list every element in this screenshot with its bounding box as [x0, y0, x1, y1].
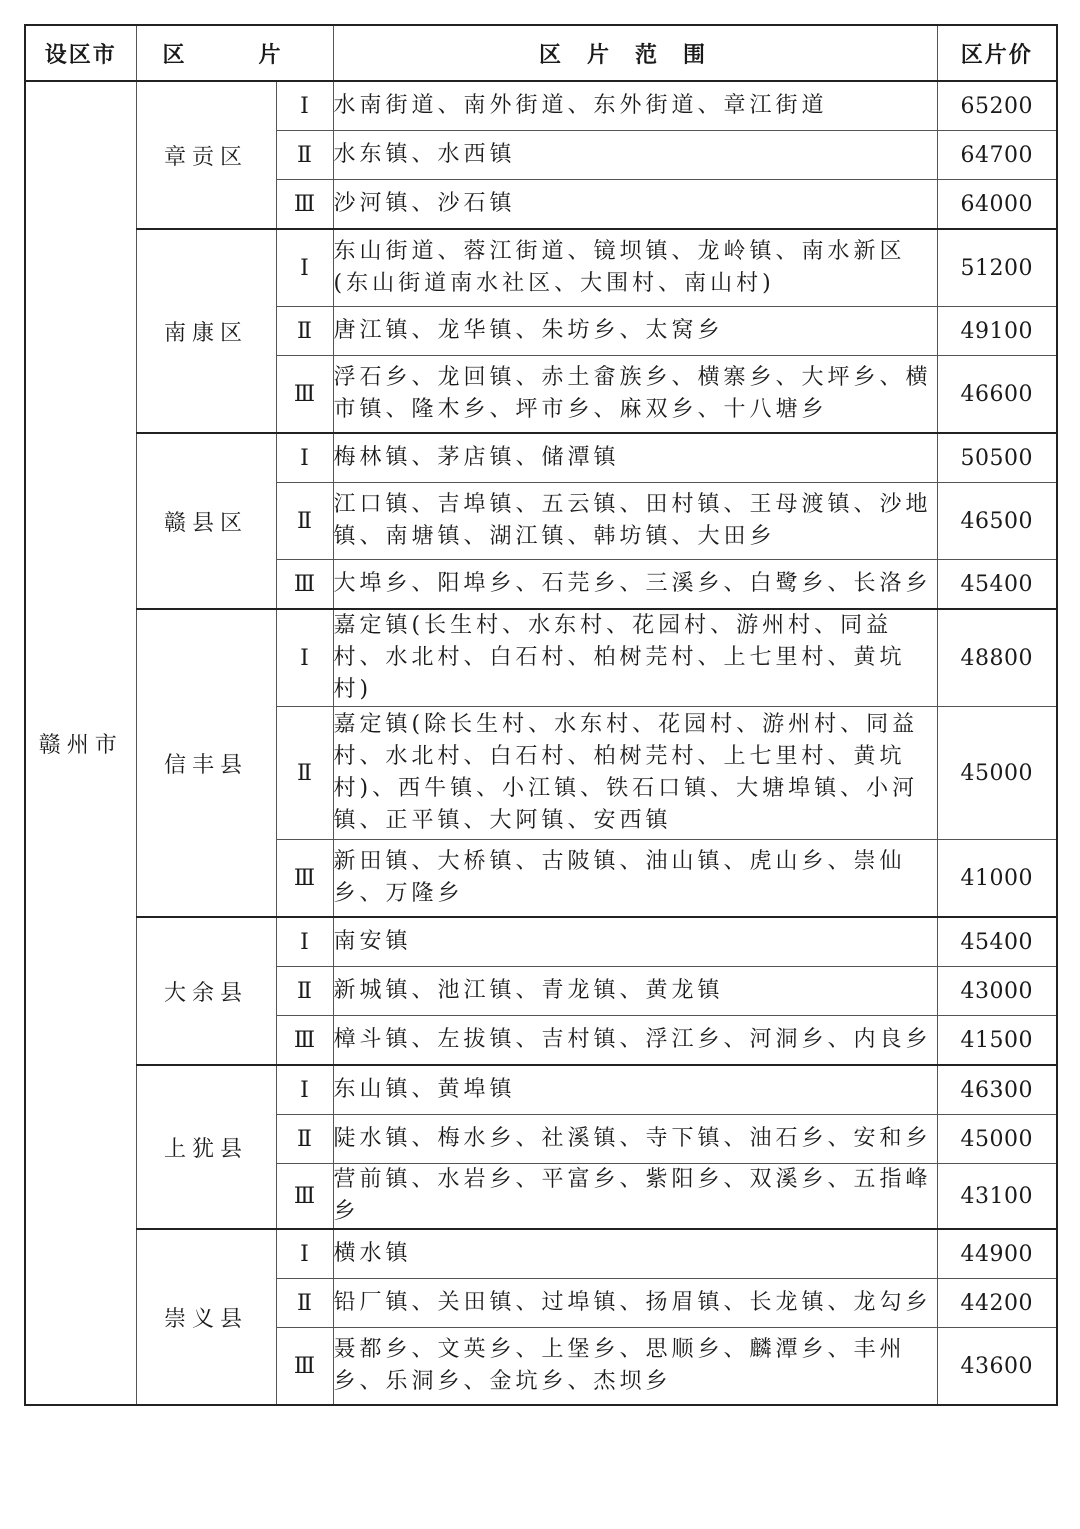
range-cell: 梅林镇、茅店镇、储潭镇	[333, 433, 937, 483]
tier-cell: Ⅰ	[276, 609, 333, 707]
tier-cell: Ⅰ	[276, 1229, 333, 1279]
price-cell: 41000	[937, 840, 1057, 918]
header-city: 设区市	[25, 25, 136, 81]
range-cell: 水南街道、南外街道、东外街道、章江街道	[333, 81, 937, 131]
table-row	[25, 81, 1057, 131]
district-cell: 南康区	[136, 229, 276, 433]
tier-cell: Ⅲ	[276, 1164, 333, 1230]
district-cell: 章贡区	[136, 81, 276, 229]
tier-cell: Ⅱ	[276, 307, 333, 356]
tier-cell: Ⅱ	[276, 707, 333, 840]
range-cell: 新城镇、池江镇、青龙镇、黄龙镇	[333, 967, 937, 1016]
range-cell: 新田镇、大桥镇、古陂镇、油山镇、虎山乡、崇仙乡、万隆乡	[333, 840, 937, 918]
range-cell: 嘉定镇(除长生村、水东村、花园村、游州村、同益村、水北村、白石村、柏树芫村、上七里村、黄坑村)、西牛镇、小江镇、铁石口镇、大塘埠镇、小河镇、正平镇、大阿镇、安西镇	[333, 707, 937, 840]
range-cell: 南安镇	[333, 917, 937, 967]
table-row	[25, 917, 1057, 967]
range-cell: 营前镇、水岩乡、平富乡、紫阳乡、双溪乡、五指峰乡	[333, 1164, 937, 1230]
tier-cell: Ⅱ	[276, 1115, 333, 1164]
district-cell: 崇义县	[136, 1229, 276, 1405]
price-cell: 41500	[937, 1016, 1057, 1066]
tier-cell: Ⅲ	[276, 1328, 333, 1406]
header-row	[25, 25, 1057, 81]
price-cell: 43000	[937, 967, 1057, 1016]
land-price-table	[24, 24, 1058, 1406]
price-cell: 65200	[937, 81, 1057, 131]
price-cell: 46300	[937, 1065, 1057, 1115]
range-cell: 嘉定镇(长生村、水东村、花园村、游州村、同益村、水北村、白石村、柏树芫村、上七里村、黄坑村)	[333, 609, 937, 707]
range-cell: 横水镇	[333, 1229, 937, 1279]
header-price: 区片价	[937, 25, 1057, 81]
tier-cell: Ⅱ	[276, 1279, 333, 1328]
table-row	[25, 433, 1057, 483]
tier-cell: Ⅲ	[276, 840, 333, 918]
range-cell: 聂都乡、文英乡、上堡乡、思顺乡、麟潭乡、丰州乡、乐洞乡、金坑乡、杰坝乡	[333, 1328, 937, 1406]
tier-cell: Ⅰ	[276, 433, 333, 483]
price-cell: 43100	[937, 1164, 1057, 1230]
tier-cell: Ⅲ	[276, 560, 333, 610]
price-cell: 46500	[937, 483, 1057, 560]
table-row	[25, 1229, 1057, 1279]
tier-cell: Ⅰ	[276, 81, 333, 131]
price-cell: 43600	[937, 1328, 1057, 1406]
range-cell: 樟斗镇、左拔镇、吉村镇、浮江乡、河洞乡、内良乡	[333, 1016, 937, 1066]
price-cell: 48800	[937, 609, 1057, 707]
range-cell: 东山街道、蓉江街道、镜坝镇、龙岭镇、南水新区(东山街道南水社区、大围村、南山村)	[333, 229, 937, 307]
tier-cell: Ⅱ	[276, 967, 333, 1016]
tier-cell: Ⅰ	[276, 1065, 333, 1115]
tier-cell: Ⅲ	[276, 356, 333, 434]
range-cell: 唐江镇、龙华镇、朱坊乡、太窝乡	[333, 307, 937, 356]
city-cell: 赣州市	[25, 81, 136, 1405]
header-range: 区片范围	[333, 25, 937, 81]
price-cell: 50500	[937, 433, 1057, 483]
table-row	[25, 1065, 1057, 1115]
price-cell: 45400	[937, 560, 1057, 610]
range-cell: 水东镇、水西镇	[333, 131, 937, 180]
range-cell: 铅厂镇、关田镇、过埠镇、扬眉镇、长龙镇、龙勾乡	[333, 1279, 937, 1328]
tier-cell: Ⅲ	[276, 180, 333, 230]
price-cell: 45400	[937, 917, 1057, 967]
tier-cell: Ⅰ	[276, 917, 333, 967]
tier-cell: Ⅰ	[276, 229, 333, 307]
price-cell: 49100	[937, 307, 1057, 356]
tier-cell: Ⅲ	[276, 1016, 333, 1066]
district-cell: 信丰县	[136, 609, 276, 917]
district-cell: 上犹县	[136, 1065, 276, 1229]
price-cell: 51200	[937, 229, 1057, 307]
tier-cell: Ⅱ	[276, 483, 333, 560]
range-cell: 沙河镇、沙石镇	[333, 180, 937, 230]
district-cell: 大余县	[136, 917, 276, 1065]
price-cell: 45000	[937, 707, 1057, 840]
range-cell: 江口镇、吉埠镇、五云镇、田村镇、王母渡镇、沙地镇、南塘镇、湖江镇、韩坊镇、大田乡	[333, 483, 937, 560]
price-cell: 44200	[937, 1279, 1057, 1328]
price-cell: 64700	[937, 131, 1057, 180]
price-cell: 44900	[937, 1229, 1057, 1279]
price-cell: 45000	[937, 1115, 1057, 1164]
table-row	[25, 609, 1057, 707]
price-cell: 46600	[937, 356, 1057, 434]
table-row	[25, 229, 1057, 307]
range-cell: 浮石乡、龙回镇、赤土畲族乡、横寨乡、大坪乡、横市镇、隆木乡、坪市乡、麻双乡、十八塘乡	[333, 356, 937, 434]
range-cell: 陡水镇、梅水乡、社溪镇、寺下镇、油石乡、安和乡	[333, 1115, 937, 1164]
range-cell: 大埠乡、阳埠乡、石芫乡、三溪乡、白鹭乡、长洛乡	[333, 560, 937, 610]
header-zone: 区 片	[136, 25, 333, 81]
price-cell: 64000	[937, 180, 1057, 230]
district-cell: 赣县区	[136, 433, 276, 609]
range-cell: 东山镇、黄埠镇	[333, 1065, 937, 1115]
tier-cell: Ⅱ	[276, 131, 333, 180]
